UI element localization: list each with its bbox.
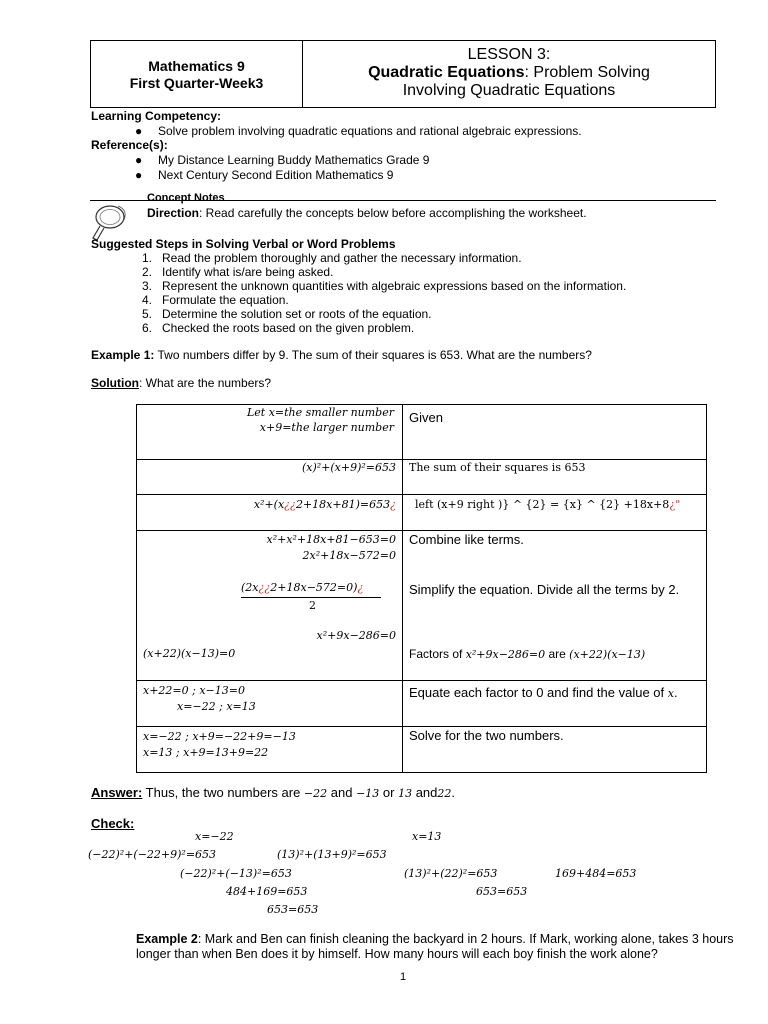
step-item: 1. Read the problem thoroughly and gather the necessary information. (142, 251, 522, 265)
reason-part: x (667, 687, 674, 700)
equation (241, 581, 363, 594)
example1-label: Example 1: (91, 348, 155, 362)
lesson-title-rest: : Problem Solving (524, 64, 650, 81)
answer-value: 22 (437, 787, 452, 800)
table-cell (137, 681, 403, 727)
reason-part: left (x+9 right )} ^ {2} = {x} ^ {2} +18x+8 (415, 498, 670, 511)
reason-text (415, 498, 680, 511)
equation: x²+x²+18x+81−653=0 (266, 533, 396, 546)
equation-part: ¿ (357, 581, 364, 594)
check-equation: (−22)²+(−13)²=653 (180, 867, 292, 880)
table-row (137, 727, 707, 773)
check-equation: (13)²+(13+9)²=653 (277, 848, 387, 861)
answer-value: −22 (303, 787, 328, 800)
equation: x=−22 ; x+9=−22+9=−13 (143, 730, 296, 743)
reference-bullet: ● (135, 168, 143, 182)
direction-text (147, 206, 587, 220)
solution-text: : What are the numbers? (139, 376, 272, 390)
equation: x+22=0 ; x−13=0 (143, 684, 245, 697)
step-item: 5. Determine the solution set or roots of the equation. (142, 307, 432, 321)
lesson-header (90, 40, 716, 108)
check-equation: (−22)²+(−22+9)²=653 (88, 848, 217, 861)
equation: (x)²+(x+9)²=653 (301, 461, 396, 474)
reason-text: Given (409, 410, 443, 425)
references-label: Reference(s): (91, 138, 168, 152)
reference-bullet: ● (135, 153, 143, 167)
answer-value: 13 (398, 787, 413, 800)
solution-label: Solution (91, 376, 139, 390)
fraction-bar (241, 597, 381, 598)
lesson-title (303, 64, 715, 82)
answer-text: or (379, 785, 399, 800)
answer-text: and (412, 785, 438, 800)
equation-part: 2+18x+81)=653 (295, 498, 391, 511)
table-cell (403, 495, 707, 531)
competency-item: Solve problem involving quadratic equations and rational algebraic expressions. (158, 124, 582, 138)
table-row (137, 460, 707, 495)
reason-part: (x+22)(x−13) (569, 648, 646, 661)
table-cell (137, 495, 403, 531)
lesson-title-line2: Involving Quadratic Equations (402, 82, 616, 99)
concept-divider (90, 200, 716, 201)
table-cell (403, 405, 707, 460)
reason-part: Factors of (409, 647, 466, 661)
table-row (137, 495, 707, 531)
equation-part: ¿¿ (258, 581, 271, 594)
step-item: 2. Identify what is/are being asked. (142, 265, 334, 279)
concept-title: Concept Notes (147, 192, 225, 204)
answer-text: Thus, the two numbers are (142, 785, 304, 800)
reason-part: . (673, 685, 678, 700)
competency-label: Learning Competency: (91, 109, 222, 123)
example1-text: Two numbers differ by 9. The sum of their squares is 653. What are the numbers? (154, 348, 592, 362)
header-quarter: First Quarter-Week3 (129, 75, 264, 91)
header-subject: Mathematics 9 (148, 58, 245, 74)
header-title-cell (303, 41, 715, 107)
check-equation: (13)²+(22)²=653 (404, 867, 498, 880)
solution-line (91, 376, 271, 390)
table-cell (403, 460, 707, 495)
check-equation: 484+169=653 (226, 885, 308, 898)
header-subject-cell (91, 41, 303, 107)
equation: x²+9x−286=0 (316, 629, 396, 642)
equation: x=13 ; x+9=13+9=22 (143, 746, 269, 759)
answer-text: and (327, 785, 357, 800)
example2 (136, 932, 768, 962)
denominator: 2 (309, 599, 316, 612)
lesson-number: LESSON 3: (467, 46, 551, 63)
reason-part: Equate each factor to 0 and find the value of (409, 685, 668, 700)
table-row (137, 405, 707, 460)
equation-part: (2x (241, 581, 259, 594)
check-label: Check: (91, 816, 135, 831)
equation-part: ¿¿ (284, 498, 296, 511)
example2-text: : Mark and Ben can finish cleaning the backyard in 2 hours. If Mark, working alone, takes 3 hours longer than when Ben does it by himself. How many hours will each boy finish the work alone? (136, 932, 734, 961)
reference-item: Next Century Second Edition Mathematics 9 (158, 168, 394, 182)
equation-part: x²+(x (253, 498, 285, 511)
table-cell (137, 460, 403, 495)
reason-text: Simplify the equation. Divide all the terms by 2. (409, 582, 680, 597)
reason-part: x²+9x−286=0 (465, 648, 546, 661)
equation (254, 498, 396, 511)
answer-text: . (451, 785, 456, 800)
step-item: 3. Represent the unknown quantities with algebraic expressions based on the information. (142, 279, 627, 293)
equation-part: 2+18x−572=0) (270, 581, 358, 594)
page-number: 1 (400, 971, 407, 983)
direction-label: Direction (147, 206, 200, 220)
lesson-title-bold: Quadratic Equations (368, 64, 525, 81)
example2-label: Example 2 (136, 932, 198, 946)
check-equation: 169+484=653 (555, 867, 637, 880)
table-row (137, 531, 707, 681)
answer-label: Answer: (91, 785, 143, 800)
equation: x=−22 ; x=13 (177, 700, 256, 713)
table-cell (137, 405, 403, 460)
competency-bullet: ● (135, 124, 143, 138)
table-cell (403, 681, 707, 727)
check-equation: 653=653 (267, 903, 319, 916)
answer-value: −13 (356, 787, 380, 800)
solution-table (136, 404, 707, 773)
answer-line (91, 785, 455, 800)
table-cell (137, 531, 403, 681)
table-cell (403, 531, 707, 681)
reason-text (409, 684, 709, 703)
reason-text: Solve for the two numbers. (409, 728, 564, 743)
reference-item: My Distance Learning Buddy Mathematics Grade 9 (158, 153, 430, 167)
steps-title: Suggested Steps in Solving Verbal or Word Problems (91, 237, 396, 251)
equation-part: ¿ (390, 498, 396, 511)
let-larger: x+9=the larger number (259, 421, 394, 434)
table-cell (403, 727, 707, 773)
step-item: 6. Checked the roots based on the given problem. (142, 321, 415, 335)
table-row (137, 681, 707, 727)
let-smaller: Let x=the smaller number (246, 406, 394, 419)
direction-body: : Read carefully the concepts below before accomplishing the worksheet. (199, 206, 587, 220)
table-cell (137, 727, 403, 773)
reason-text: Combine like terms. (409, 532, 524, 547)
step-item: 4. Formulate the equation. (142, 293, 289, 307)
reason-text (409, 647, 645, 661)
equation: (x+22)(x−13)=0 (143, 647, 236, 660)
equation: 2x²+18x−572=0 (302, 549, 396, 562)
reason-text: The sum of their squares is 653 (409, 461, 586, 474)
reason-part: ¿" (669, 498, 681, 511)
check-equation: 653=653 (476, 885, 528, 898)
example1 (91, 348, 592, 362)
check-equation: x=−22 (195, 830, 234, 843)
check-equation: x=13 (412, 830, 442, 843)
reason-part: are (545, 647, 570, 661)
